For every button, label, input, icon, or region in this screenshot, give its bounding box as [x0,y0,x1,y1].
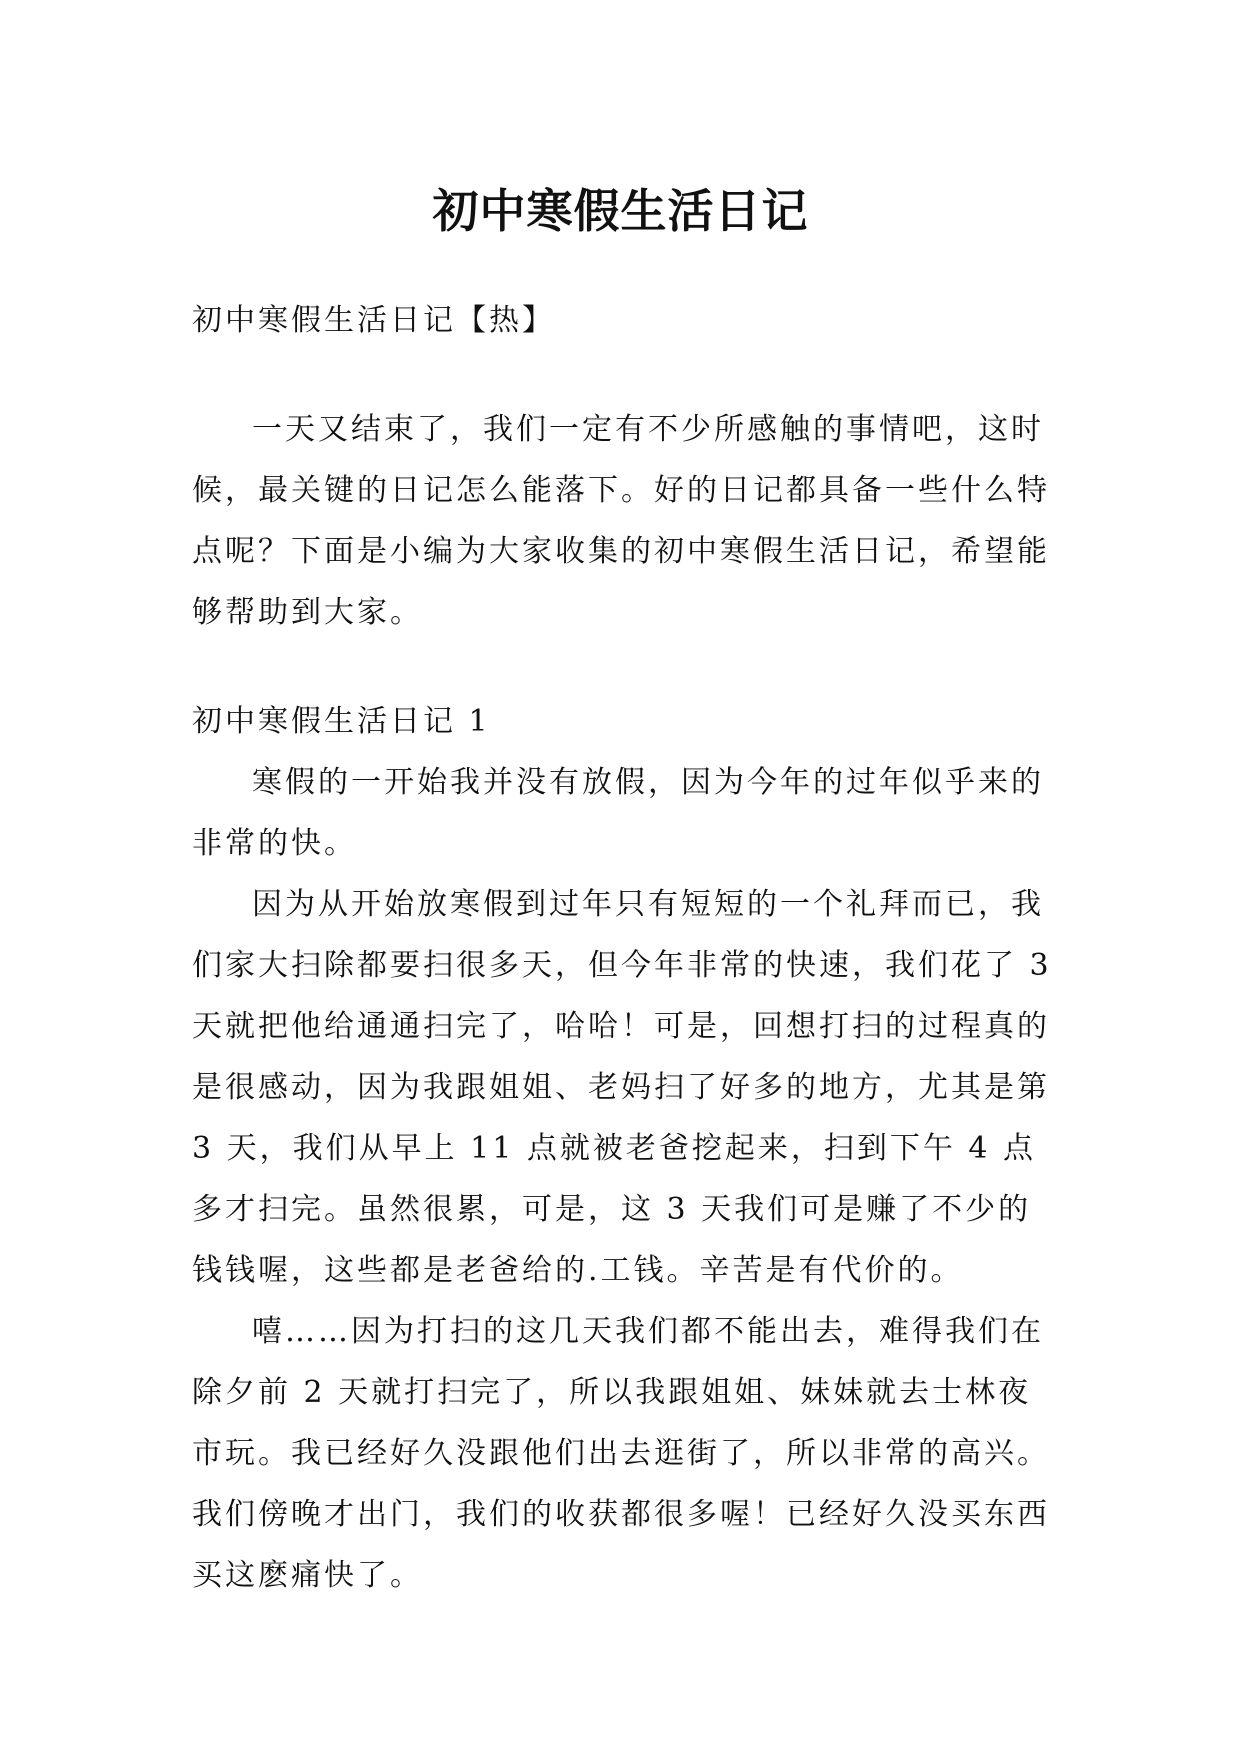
document-body [192,290,1052,1606]
document-title: 初中寒假生活日记 [432,183,809,238]
body-paragraph-2: 因为从开始放寒假到过年只有短短的一个礼拜而已，我们家大扫除都要扫很多天，但今年非常的快速，我们花了 3 天就把他给通通扫完了，哈哈！可是，回想打扫的过程真的是很感动，因为我跟姐姐、老妈扫了好多的地方，尤其是第 3 天，我们从早上 11 点就被老爸挖起来，扫到下午 4 点多才扫完。虽然很累，可是，这 3 天我们可是赚了不少的钱钱喔，这些都是老爸给的.工钱。辛苦是有代价的。 [192,887,1052,1288]
intro-paragraph: 一天又结束了，我们一定有不少所感触的事情吧，这时候，最关键的日记怎么能落下。好的日记都具备一些什么特点呢？下面是小编为大家收集的初中寒假生活日记，希望能够帮助到大家。 [192,412,1050,630]
body-paragraph-1: 寒假的一开始我并没有放假，因为今年的过年似乎来的非常的快。 [192,765,1044,861]
section-heading: 初中寒假生活日记 1 [192,704,491,739]
body-paragraph-3: 嘻……因为打扫的这几天我们都不能出去，难得我们在除夕前 2 天就打扫完了，所以我跟姐姐、妹妹就去士林夜市玩。我已经好久没跟他们出去逛街了，所以非常的高兴。我们傍晚才出门，我们的收获都很多喔！已经好久没买东西买这麽痛快了。 [192,1314,1050,1593]
document-subtitle: 初中寒假生活日记【热】 [192,303,555,338]
